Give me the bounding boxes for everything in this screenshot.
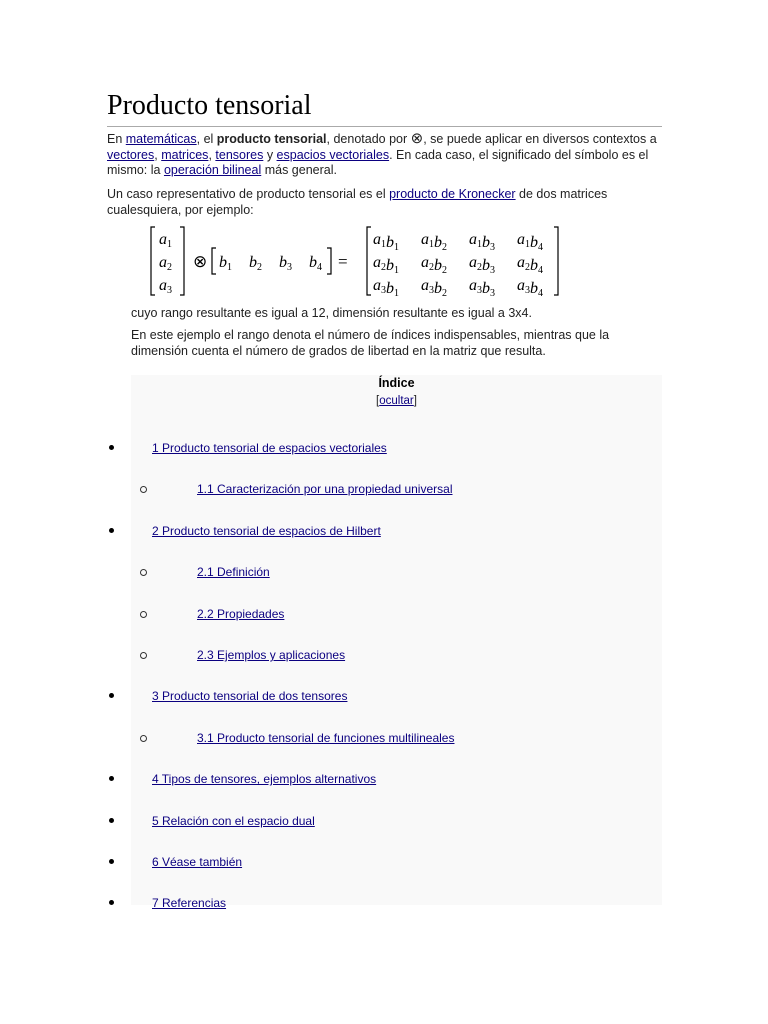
toc-bullet: [109, 859, 114, 864]
matrix-entry: a3b4: [517, 277, 543, 297]
toc-item[interactable]: 2.3 Ejemplos y aplicaciones: [197, 648, 346, 662]
example-paragraph: [107, 187, 662, 218]
intro-text: ,: [154, 147, 162, 162]
toc-toggle: [131, 394, 662, 408]
vector-entry: a3: [159, 277, 172, 296]
matrix-entry: a1b3: [469, 231, 495, 253]
row-entry: b4: [309, 254, 322, 273]
bold-term: producto tensorial: [216, 132, 327, 146]
toc-item[interactable]: 2.1 Definición: [197, 565, 270, 580]
toc-item[interactable]: 7 Referencias: [152, 896, 227, 911]
table-of-contents: [131, 375, 662, 911]
otimes-symbol: ⊗: [193, 252, 208, 271]
toc-bullet: [109, 445, 114, 450]
toc-subbullet: [140, 486, 147, 493]
toc-item[interactable]: 1 Producto tensorial de espacios vectoriales: [152, 441, 387, 455]
intro-text: ,: [208, 147, 216, 162]
link-matematicas[interactable]: matemáticas: [125, 132, 197, 146]
toc-subbullet: [140, 735, 147, 742]
matrix-entry: a1b1: [373, 231, 399, 253]
toc-bracket: [: [376, 395, 380, 407]
toc-hide-link[interactable]: ocultar: [379, 395, 414, 407]
intro-text: , denotado por: [326, 132, 411, 146]
toc-item[interactable]: 2 Producto tensorial de espacios de Hilbert: [152, 523, 381, 538]
toc-subbullet: [140, 569, 147, 576]
vector-entry: a2: [159, 254, 172, 273]
toc-bullet: [109, 693, 114, 698]
row-entry: b3: [279, 254, 292, 273]
intro-text: , se puede aplicar en diversos contextos a: [423, 132, 657, 146]
toc-item[interactable]: 3.1 Producto tensorial de funciones multilineales: [197, 730, 455, 745]
example-text: de dos matrices cualesquiera, por ejemplo:: [107, 187, 608, 217]
rank-paragraph: cuyo rango resultante es igual a 12, dimensión resultante es igual a 3x4.: [131, 306, 532, 320]
matrix-entry: a2b1: [373, 254, 399, 276]
intro-text: En: [107, 132, 126, 146]
toc-subbullet: [140, 611, 147, 618]
link-operacion-bilineal[interactable]: operación bilineal: [163, 163, 262, 178]
matrix-entry: a3b3: [469, 277, 495, 297]
matrix-entry: a2b4: [517, 254, 543, 276]
toc-item[interactable]: 6 Véase también: [152, 855, 243, 869]
toc-bullet: [109, 900, 114, 905]
toc-item[interactable]: 2.2 Propiedades: [197, 606, 285, 621]
toc-item[interactable]: 1.1 Caracterización por una propiedad universal: [197, 482, 453, 497]
matrix-entry: a2b2: [421, 254, 447, 276]
intro-paragraph: [107, 131, 662, 179]
link-producto-kronecker[interactable]: producto de Kronecker: [389, 187, 516, 201]
matrix-entry: a1b4: [517, 231, 543, 253]
row-entry: b2: [249, 254, 262, 273]
toc-bracket: ]: [413, 395, 417, 407]
toc-bullet: [109, 818, 114, 823]
example-text: Un caso representativo de producto tensorial es el: [107, 187, 390, 201]
link-vectores[interactable]: vectores: [107, 147, 155, 162]
matrix-entry: a3b2: [421, 277, 447, 297]
matrix-entry: a1b2: [421, 231, 447, 253]
matrix-entry: a2b3: [469, 254, 495, 276]
matrix-entry: a3b1: [373, 277, 399, 297]
toc-bullet: [109, 528, 114, 533]
toc-item[interactable]: 3 Producto tensorial de dos tensores: [152, 689, 348, 704]
intro-text: más general.: [261, 163, 337, 178]
link-matrices[interactable]: matrices: [161, 147, 209, 162]
toc-bullet: [109, 776, 114, 781]
explanation-paragraph: En este ejemplo el rango denota el número de índices indispensables, mientras que la dimensión cuenta el número de grados de libertad en la matriz que resulta.: [131, 328, 610, 358]
toc-subbullet: [140, 652, 147, 659]
intro-text: y: [263, 147, 277, 162]
page-title: Producto tensorial: [107, 88, 662, 127]
intro-text: , el: [196, 132, 217, 146]
link-espacios-vectoriales[interactable]: espacios vectoriales: [276, 147, 390, 162]
toc-item[interactable]: 4 Tipos de tensores, ejemplos alternativos: [152, 772, 377, 787]
tensor-symbol: ⊗: [410, 130, 424, 147]
link-tensores[interactable]: tensores: [215, 147, 264, 162]
toc-item[interactable]: 5 Relación con el espacio dual: [152, 813, 315, 828]
kronecker-formula: [150, 225, 600, 297]
toc-title: Índice: [378, 376, 415, 390]
equals-symbol: =: [338, 252, 348, 271]
intro-text: . En cada caso, el significado del símbolo es el mismo: la: [107, 147, 649, 178]
vector-entry: a1: [159, 231, 172, 250]
row-entry: b1: [219, 254, 232, 273]
